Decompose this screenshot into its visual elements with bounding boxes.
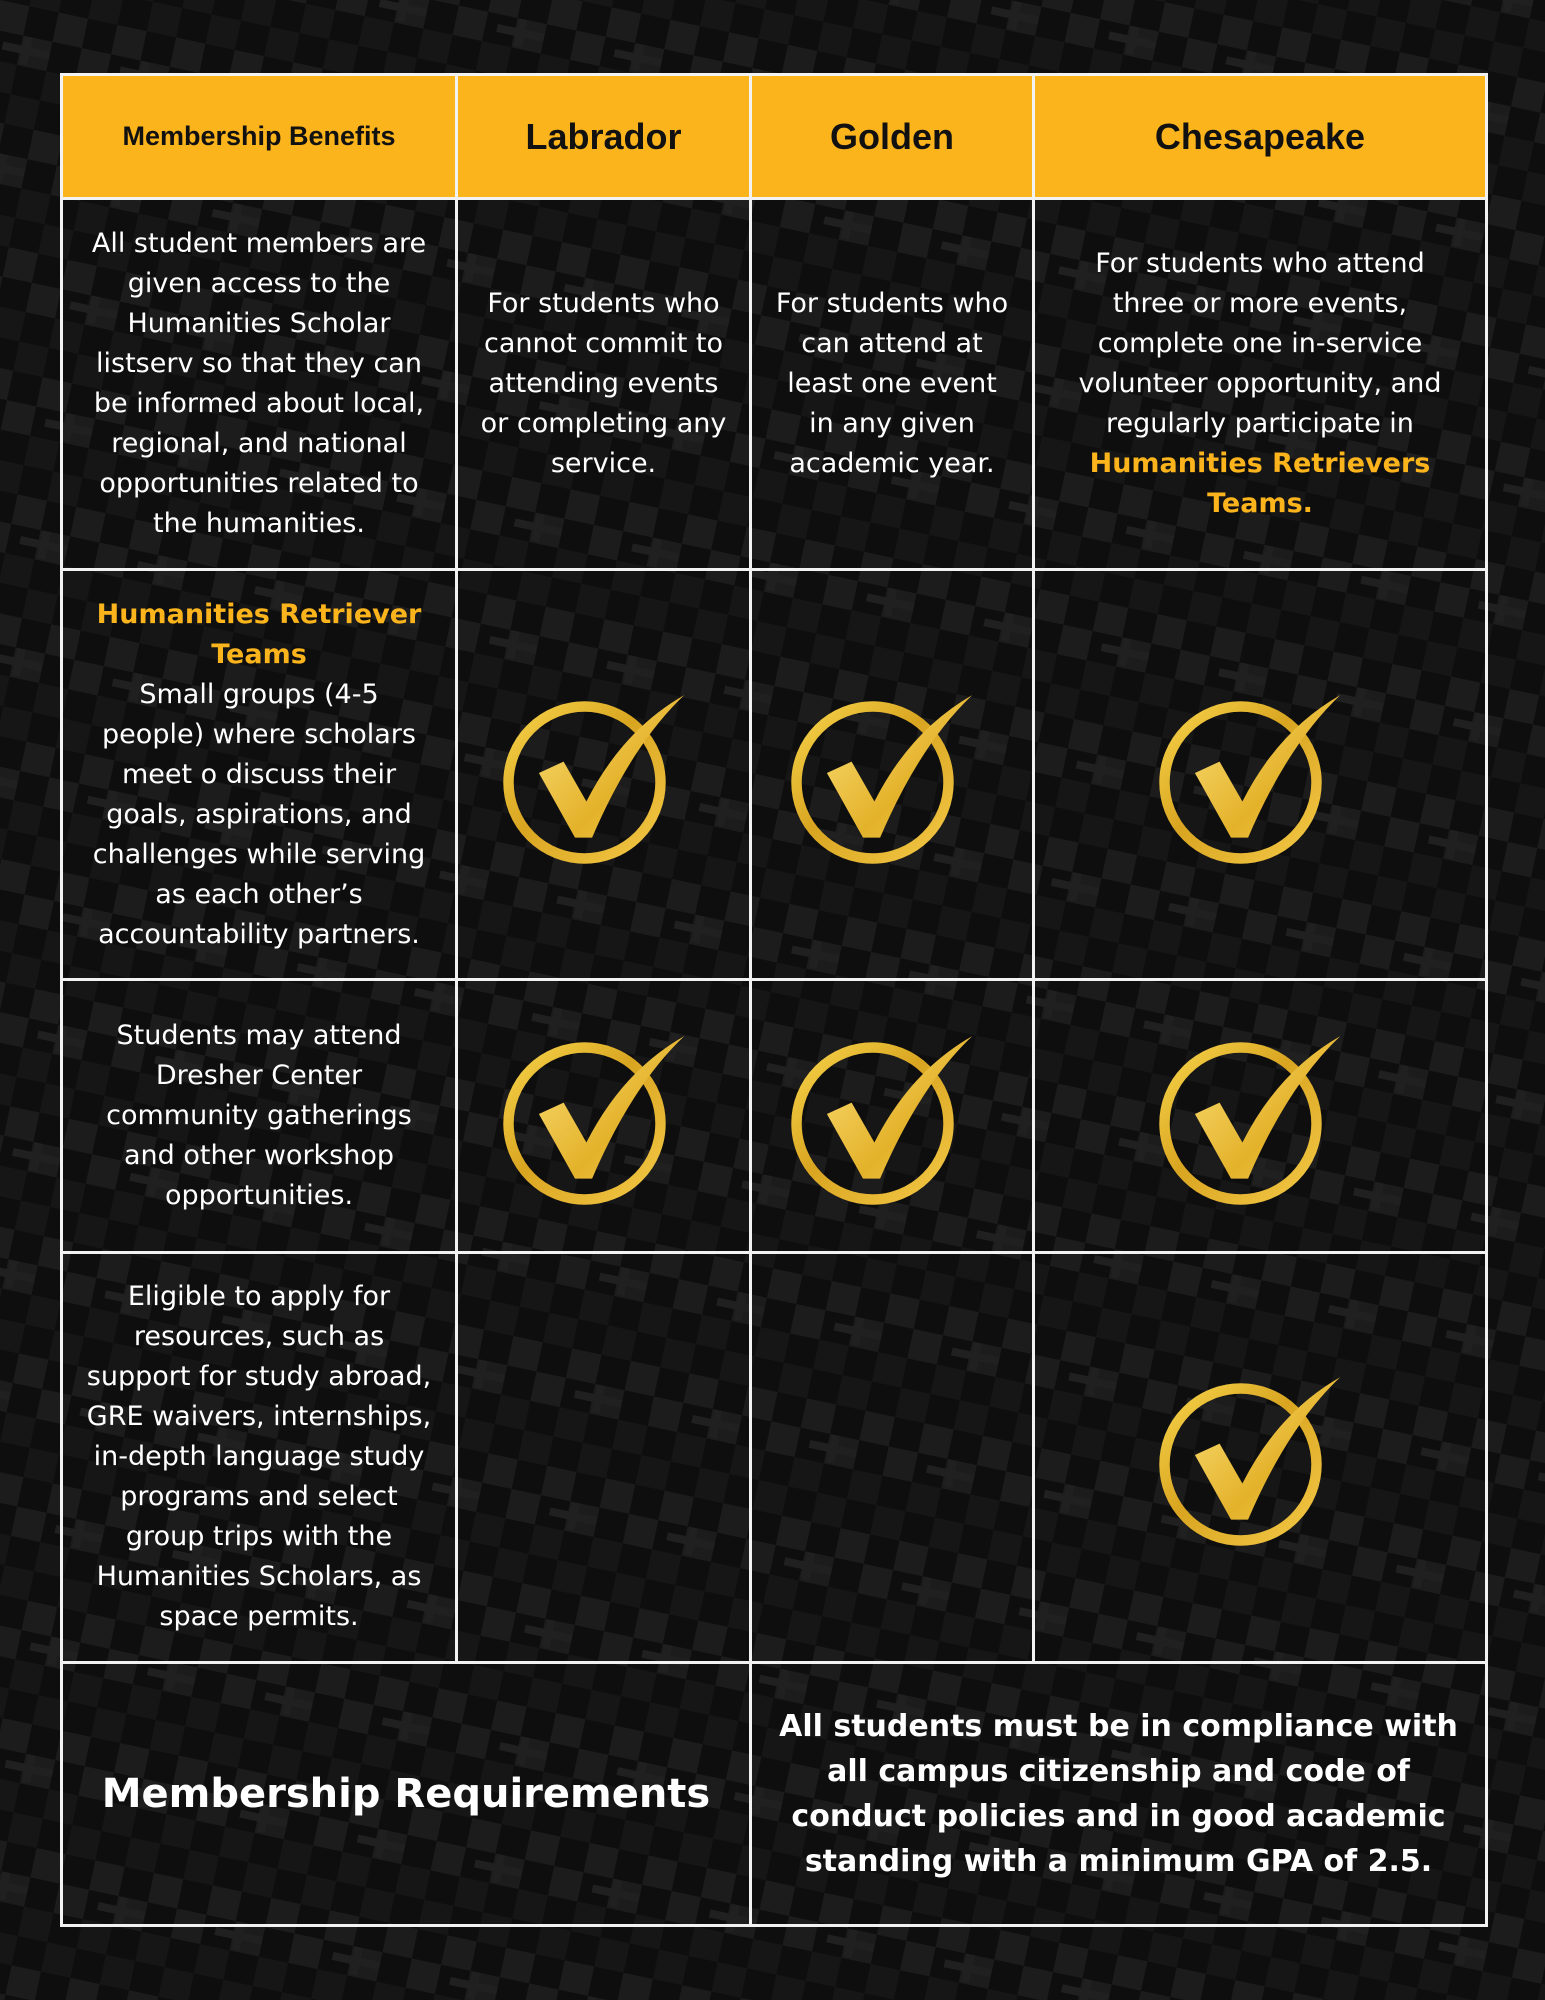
listserv-benefit-text: All student members are given access to the Humanities Scholar listserv so that they can be informed about local, regional, and national opportunities related to the humanities. (91, 228, 427, 540)
gold-circle-checkmark-icon (1155, 678, 1345, 868)
cell-teams-golden (751, 570, 1034, 979)
retriever-teams-benefit-block (85, 595, 433, 955)
chesapeake-description-highlight: Humanities Retrievers Teams. (1089, 448, 1431, 520)
golden-description-text: For students who can attend at least one event in any given academic year. (775, 288, 1009, 480)
gold-circle-checkmark-icon (1155, 1019, 1345, 1209)
row-tier-descriptions (62, 199, 1487, 570)
cell-teams-chesapeake (1034, 570, 1487, 979)
cell-gatherings-golden (751, 979, 1034, 1252)
requirements-text: All students must be in compliance with all campus citizenship and code of conduct policies and in good academic standing with a minimum GPA of 2.5. (779, 1708, 1458, 1879)
cell-listserv-benefit (62, 199, 457, 570)
header-tier-labrador: Labrador (457, 75, 751, 199)
header-tier-chesapeake: Chesapeake (1034, 75, 1487, 199)
header-row (62, 75, 1487, 199)
row-community-gatherings (62, 979, 1487, 1252)
cell-requirements-title (62, 1662, 751, 1925)
chesapeake-description-main: For students who attend three or more events, complete one in-service volunteer opportunity, and regularly participate in (1078, 248, 1442, 440)
cell-resources-labrador (457, 1253, 751, 1662)
benefits-table-container (60, 73, 1485, 1927)
gold-circle-checkmark-icon (499, 1019, 689, 1209)
retriever-teams-description: Small groups (4-5 people) where scholars meet o discuss their goals, aspirations, and challenges while serving as each other’s accountability partners. (92, 678, 426, 950)
cell-gatherings-labrador (457, 979, 751, 1252)
cell-resources-golden (751, 1253, 1034, 1662)
cell-labrador-description (457, 199, 751, 570)
gatherings-benefit-text: Students may attend Dresher Center community gatherings and other workshop opportunities. (106, 1020, 412, 1212)
cell-golden-description (751, 199, 1034, 570)
row-membership-requirements (62, 1662, 1487, 1925)
cell-resources-benefit (62, 1253, 457, 1662)
labrador-description-text: For students who cannot commit to attending events or completing any service. (480, 288, 727, 480)
gold-circle-checkmark-icon (787, 678, 977, 868)
chesapeake-description-text (1057, 244, 1463, 524)
cell-gatherings-chesapeake (1034, 979, 1487, 1252)
gold-circle-checkmark-icon (499, 678, 689, 868)
membership-benefits-table (60, 73, 1488, 1927)
resources-benefit-text: Eligible to apply for resources, such as support for study abroad, GRE waivers, internships, in-depth language study programs and select group trips with the Humanities Scholars, as space permits. (86, 1281, 432, 1633)
row-retriever-teams (62, 570, 1487, 979)
requirements-title: Membership Requirements (101, 1770, 711, 1817)
retriever-teams-title: Humanities Retriever Teams (96, 598, 422, 670)
cell-chesapeake-description (1034, 199, 1487, 570)
cell-teams-labrador (457, 570, 751, 979)
gold-circle-checkmark-icon (1155, 1360, 1345, 1550)
gold-circle-checkmark-icon (787, 1019, 977, 1209)
cell-retriever-teams-benefit (62, 570, 457, 979)
cell-gatherings-benefit (62, 979, 457, 1252)
cell-requirements-text (751, 1662, 1487, 1925)
header-tier-golden: Golden (751, 75, 1034, 199)
row-resources (62, 1253, 1487, 1662)
cell-resources-chesapeake (1034, 1253, 1487, 1662)
header-membership-benefits: Membership Benefits (62, 75, 457, 199)
